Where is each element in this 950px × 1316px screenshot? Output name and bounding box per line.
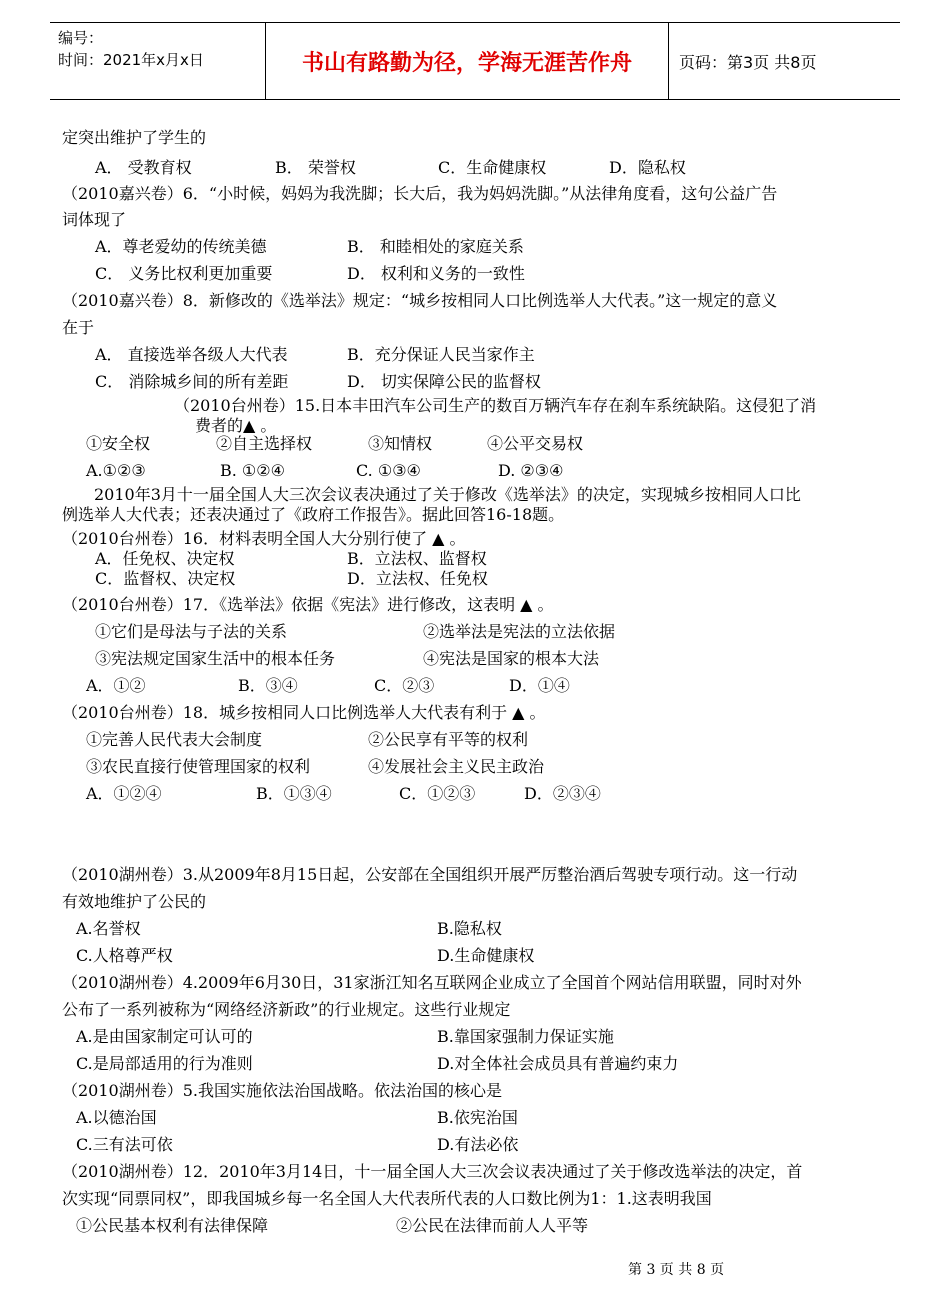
- option: ②公民在法律而前人人平等: [396, 1216, 589, 1235]
- option: C．监督权、决定权: [95, 569, 236, 588]
- option: B．充分保证人民当家作主: [347, 345, 535, 364]
- question-line: （2010湖州卷）3.从2009年8月15日起，公安部在全国组织开展严厉整治酒后驾驶专项行动。这一行动: [62, 865, 798, 884]
- option: ①完善人民代表大会制度: [86, 730, 263, 749]
- option: A． 受教育权: [95, 158, 192, 177]
- option: ④公平交易权: [487, 434, 584, 453]
- option: D．立法权、任免权: [347, 569, 488, 588]
- question-line: （2010湖州卷）12．2010年3月14日，十一届全国人大三次会议表决通过了关于修改选举法的决定，首: [62, 1162, 803, 1181]
- question-line: （2010湖州卷）5.我国实施依法治国战略。依法治国的核心是: [62, 1081, 502, 1100]
- header-motto: 书山有路勤为径，学海无涯苦作舟: [266, 23, 669, 99]
- option: A．任免权、决定权: [95, 549, 235, 568]
- question-line: （2010台州卷）18．城乡按相同人口比例选举人大代表有利于 ▲ 。: [62, 703, 546, 722]
- option: A.名誉权: [76, 919, 141, 938]
- time-label: 时间：2021年x月x日: [58, 51, 204, 69]
- question-line: （2010台州卷）17．《选举法》依据《宪法》进行修改，这表明 ▲ 。: [62, 595, 554, 614]
- option: ④发展社会主义民主政治: [368, 757, 545, 776]
- option: B.隐私权: [437, 919, 502, 938]
- option: D. ②③④: [498, 461, 564, 480]
- question-line: 有效地维护了公民的: [62, 892, 207, 911]
- option: ②自主选择权: [216, 434, 313, 453]
- option: D．①④: [509, 676, 570, 695]
- option: D.生命健康权: [437, 946, 535, 965]
- option: A.以德治国: [76, 1108, 157, 1127]
- option: A．尊老爱幼的传统美德: [95, 237, 267, 256]
- option: ①它们是母法与子法的关系: [95, 622, 288, 641]
- text-line: 定突出维护了学生的: [62, 128, 207, 147]
- option: C.是局部适用的行为准则: [76, 1054, 253, 1073]
- option: B． 和睦相处的家庭关系: [347, 237, 524, 256]
- question-line: （2010嘉兴卷）6．“小时候，妈妈为我洗脚；长大后，我为妈妈洗脚。”从法律角度看，这句公益广告: [62, 184, 778, 203]
- option: A.是由国家制定可认可的: [76, 1027, 253, 1046]
- option: A．①②: [86, 676, 146, 695]
- option: ②选举法是宪法的立法依据: [423, 622, 616, 641]
- material-line: 例选举人大代表；还表决通过了《政府工作报告》。据此回答16-18题。: [62, 505, 565, 524]
- option: A． 直接选举各级人大代表: [95, 345, 288, 364]
- option: B．立法权、监督权: [347, 549, 487, 568]
- header-meta: [50, 23, 266, 99]
- option: ①安全权: [86, 434, 151, 453]
- option: C. ①③④: [356, 461, 421, 480]
- page-footer: 第 3 页 共 8 页: [628, 1262, 725, 1278]
- option: C.人格尊严权: [76, 946, 173, 965]
- option: B.靠国家强制力保证实施: [437, 1027, 614, 1046]
- option: ③宪法规定国家生活中的根本任务: [95, 649, 336, 668]
- question-line: 公布了一系列被称为“网络经济新政”的行业规定。这些行业规定: [62, 1000, 511, 1019]
- option: A.①②③: [86, 461, 146, 480]
- option: C．②③: [374, 676, 435, 695]
- question-line: （2010台州卷）15.日本丰田汽车公司生产的数百万辆汽车存在刹车系统缺陷。这侵犯了消: [174, 396, 817, 415]
- number-label: 编号：: [58, 29, 104, 47]
- option: C． 消除城乡间的所有差距: [95, 372, 289, 391]
- option: ②公民享有平等的权利: [368, 730, 529, 749]
- question-line: 在于: [62, 318, 95, 337]
- option: C．生命健康权: [438, 158, 547, 177]
- option: A．①②④: [86, 784, 162, 803]
- question-line: 次实现“同票同权”，即我国城乡每一名全国人大代表所代表的人口数比例为1：1.这表明我国: [62, 1189, 712, 1208]
- page-header: [50, 22, 900, 100]
- header-page-info: 页码：第3页 共8页: [679, 52, 817, 72]
- option: ③知情权: [368, 434, 433, 453]
- option: B． 荣誉权: [275, 158, 356, 177]
- option: D．②③④: [524, 784, 601, 803]
- option: C． 义务比权利更加重要: [95, 264, 273, 283]
- option: D． 切实保障公民的监督权: [347, 372, 541, 391]
- option: ①公民基本权利有法律保障: [76, 1216, 269, 1235]
- option: ③农民直接行使管理国家的权利: [86, 757, 311, 776]
- question-line: 费者的▲ 。: [195, 416, 277, 435]
- option: B. ①②④: [220, 461, 285, 480]
- option: D． 权利和义务的一致性: [347, 264, 525, 283]
- question-line: （2010台州卷）16．材料表明全国人大分别行使了 ▲ 。: [62, 529, 466, 548]
- question-line: （2010嘉兴卷）8．新修改的《选举法》规定：“城乡按相同人口比例选举人大代表。”这一规定的意义: [62, 291, 778, 310]
- option: C.三有法可依: [76, 1135, 173, 1154]
- material-line: 2010年3月十一届全国人大三次会议表决通过了关于修改《选举法》的决定，实现城乡按相同人口比: [94, 485, 801, 504]
- option: D.有法必依: [437, 1135, 519, 1154]
- option: C．①②③: [399, 784, 476, 803]
- question-line: （2010湖州卷）4.2009年6月30日，31家浙江知名互联网企业成立了全国首个网站信用联盟，同时对外: [62, 973, 802, 992]
- option: D．隐私权: [609, 158, 686, 177]
- option: ④宪法是国家的根本大法: [423, 649, 600, 668]
- option: B.依宪治国: [437, 1108, 518, 1127]
- option: D.对全体社会成员具有普遍约束力: [437, 1054, 679, 1073]
- option: B．③④: [238, 676, 298, 695]
- option: B．①③④: [256, 784, 332, 803]
- question-line: 词体现了: [62, 210, 127, 229]
